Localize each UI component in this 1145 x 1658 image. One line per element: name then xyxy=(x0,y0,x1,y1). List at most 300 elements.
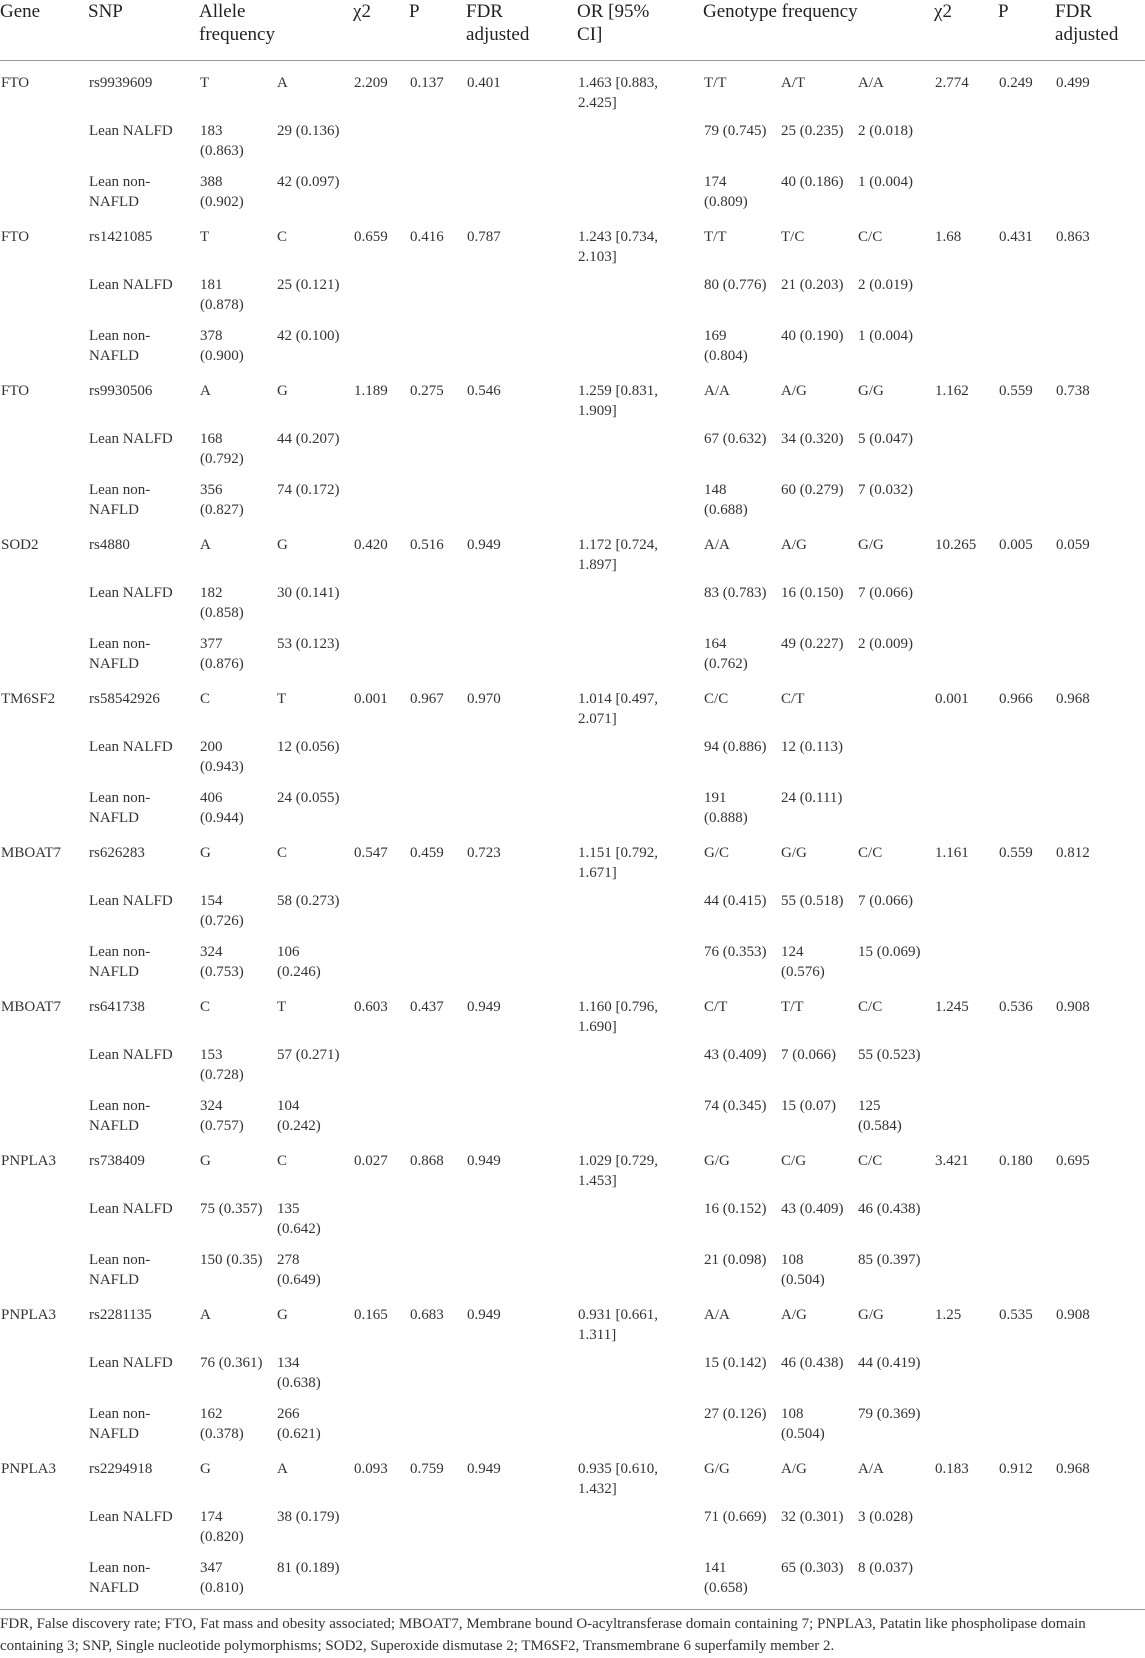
allele-2-cell: C xyxy=(277,844,288,861)
p-genotype-cell xyxy=(998,113,1055,164)
allele-1-cell: 183 (0.863) xyxy=(200,122,244,159)
header-allele-frequency: Allele frequency xyxy=(199,1,275,45)
chi2-allele-cell xyxy=(353,1088,409,1139)
odds-ratio-cell xyxy=(577,1191,703,1242)
genotype-2-cell: 124 (0.576) xyxy=(781,943,825,980)
snp-cell: rs9939609 xyxy=(89,74,153,91)
odds-ratio-cell xyxy=(577,472,703,523)
fdr-allele-cell: 0.723 xyxy=(467,844,501,861)
genotype-3-cell: C/C xyxy=(858,844,883,861)
chi2-genotype-cell: 10.265 xyxy=(935,536,977,553)
gene-cell xyxy=(0,1037,88,1088)
chi2-allele-cell: 0.659 xyxy=(354,228,388,245)
gene-cell: SOD2 xyxy=(1,536,39,553)
genotype-2-cell: 25 (0.235) xyxy=(781,122,844,139)
p-allele-cell: 0.759 xyxy=(410,1460,444,1477)
chi2-allele-cell xyxy=(353,421,409,472)
fdr-allele-cell xyxy=(466,1499,577,1550)
chi2-allele-cell xyxy=(353,164,409,215)
fdr-genotype-cell xyxy=(1055,883,1145,934)
chi2-allele-cell xyxy=(353,575,409,626)
table-row xyxy=(0,934,1145,985)
table-row xyxy=(0,472,1145,523)
gene-cell xyxy=(0,626,88,677)
fdr-allele-cell: 0.970 xyxy=(467,690,501,707)
p-genotype-cell xyxy=(998,883,1055,934)
chi2-genotype-cell xyxy=(934,1037,998,1088)
genotype-2-cell: 55 (0.518) xyxy=(781,892,844,909)
genotype-3-cell: G/G xyxy=(858,1306,884,1323)
table-row xyxy=(0,1088,1145,1139)
snp-cell: rs58542926 xyxy=(89,690,160,707)
genotype-1-cell: 21 (0.098) xyxy=(704,1251,767,1268)
genotype-2-cell: 32 (0.301) xyxy=(781,1508,844,1525)
odds-ratio-cell xyxy=(577,1396,703,1447)
header-fdr-allele: FDR adjusted xyxy=(466,1,530,45)
fdr-allele-cell xyxy=(466,1550,577,1601)
p-genotype-cell xyxy=(998,575,1055,626)
table-row xyxy=(0,1139,1145,1191)
fdr-genotype-cell xyxy=(1055,1550,1145,1601)
gene-cell xyxy=(0,1088,88,1139)
snp-cell: Lean non-NAFLD xyxy=(89,635,151,672)
fdr-genotype-cell xyxy=(1055,318,1145,369)
p-genotype-cell: 0.559 xyxy=(999,382,1033,399)
allele-2-cell: T xyxy=(277,998,287,1015)
gene-cell: PNPLA3 xyxy=(1,1460,57,1477)
genotype-2-cell: 15 (0.07) xyxy=(781,1097,837,1114)
snp-cell: Lean NALFD xyxy=(89,122,173,139)
odds-ratio-cell xyxy=(577,113,703,164)
fdr-genotype-cell: 0.863 xyxy=(1056,228,1090,245)
allele-2-cell: 12 (0.056) xyxy=(277,738,340,755)
p-allele-cell: 0.416 xyxy=(410,228,444,245)
allele-1-cell: 162 (0.378) xyxy=(200,1405,244,1442)
gene-cell xyxy=(0,1242,88,1293)
snp-cell: rs641738 xyxy=(89,998,145,1015)
chi2-allele-cell xyxy=(353,1037,409,1088)
p-allele-cell xyxy=(409,883,466,934)
genotype-1-cell: C/C xyxy=(704,690,729,707)
table-row xyxy=(0,729,1145,780)
p-allele-cell xyxy=(409,575,466,626)
allele-1-cell: 150 (0.35) xyxy=(200,1251,263,1268)
fdr-genotype-cell: 0.059 xyxy=(1056,536,1090,553)
chi2-genotype-cell xyxy=(934,1242,998,1293)
odds-ratio-cell xyxy=(577,164,703,215)
chi2-allele-cell xyxy=(353,626,409,677)
table-header-row xyxy=(0,0,1145,60)
header-fdr-genotype: FDR adjusted xyxy=(1055,1,1119,45)
genotype-1-cell: G/C xyxy=(704,844,730,861)
table-row xyxy=(0,369,1145,421)
header-chi2-genotype: χ2 xyxy=(934,1,952,22)
genotype-1-cell: G/G xyxy=(704,1152,730,1169)
p-allele-cell xyxy=(409,1088,466,1139)
snp-cell: Lean non-NAFLD xyxy=(89,481,151,518)
p-genotype-cell xyxy=(998,729,1055,780)
p-allele-cell xyxy=(409,626,466,677)
p-genotype-cell xyxy=(998,1191,1055,1242)
allele-2-cell: C xyxy=(277,228,288,245)
genotype-1-cell: 80 (0.776) xyxy=(704,276,767,293)
allele-2-cell: 42 (0.097) xyxy=(277,173,340,190)
genotype-1-cell: 148 (0.688) xyxy=(704,481,748,518)
genotype-3-cell: 85 (0.397) xyxy=(858,1251,921,1268)
chi2-allele-cell: 0.165 xyxy=(354,1306,388,1323)
fdr-allele-cell xyxy=(466,626,577,677)
chi2-allele-cell xyxy=(353,883,409,934)
allele-1-cell: 324 (0.753) xyxy=(200,943,244,980)
genotype-3-cell xyxy=(857,729,934,780)
genotype-3-cell: C/C xyxy=(858,228,883,245)
header-snp: SNP xyxy=(88,1,123,22)
chi2-genotype-cell xyxy=(934,575,998,626)
genotype-2-cell: C/T xyxy=(781,690,805,707)
allele-1-cell: 153 (0.728) xyxy=(200,1046,244,1083)
table-row xyxy=(0,164,1145,215)
odds-ratio-cell xyxy=(577,729,703,780)
genotype-1-cell: 44 (0.415) xyxy=(704,892,767,909)
table-row xyxy=(0,421,1145,472)
p-allele-cell xyxy=(409,1499,466,1550)
chi2-allele-cell xyxy=(353,780,409,831)
odds-ratio-cell: 1.151 [0.792, 1.671] xyxy=(578,844,659,881)
genotype-1-cell: A/A xyxy=(704,382,730,399)
odds-ratio-cell xyxy=(577,421,703,472)
genotype-2-cell: 21 (0.203) xyxy=(781,276,844,293)
genotype-1-cell: T/T xyxy=(704,228,727,245)
snp-cell: Lean NALFD xyxy=(89,1200,173,1217)
genotype-3-cell: 8 (0.037) xyxy=(858,1559,914,1576)
gene-cell xyxy=(0,164,88,215)
gene-cell xyxy=(0,780,88,831)
genotype-3-cell: 7 (0.066) xyxy=(858,584,914,601)
allele-1-cell: T xyxy=(200,228,210,245)
p-allele-cell xyxy=(409,318,466,369)
gene-cell xyxy=(0,472,88,523)
genotype-3-cell: G/G xyxy=(858,382,884,399)
table-row xyxy=(0,1447,1145,1499)
genotype-3-cell: 125 (0.584) xyxy=(858,1097,902,1134)
p-genotype-cell xyxy=(998,164,1055,215)
allele-1-cell: G xyxy=(200,1460,211,1477)
allele-1-cell: 75 (0.357) xyxy=(200,1200,263,1217)
table-row xyxy=(0,1242,1145,1293)
genotype-2-cell: 34 (0.320) xyxy=(781,430,844,447)
allele-1-cell: 347 (0.810) xyxy=(200,1559,244,1596)
genotype-1-cell: 79 (0.745) xyxy=(704,122,767,139)
chi2-allele-cell: 0.420 xyxy=(354,536,388,553)
p-genotype-cell xyxy=(998,1037,1055,1088)
gene-cell xyxy=(0,934,88,985)
fdr-genotype-cell: 0.738 xyxy=(1056,382,1090,399)
snp-cell: Lean non-NAFLD xyxy=(89,789,151,826)
p-allele-cell xyxy=(409,1191,466,1242)
snp-cell: Lean NALFD xyxy=(89,1508,173,1525)
genotype-3-cell: 3 (0.028) xyxy=(858,1508,914,1525)
genotype-3-cell: 7 (0.032) xyxy=(858,481,914,498)
fdr-allele-cell: 0.949 xyxy=(467,536,501,553)
fdr-genotype-cell xyxy=(1055,626,1145,677)
allele-2-cell: G xyxy=(277,382,288,399)
fdr-allele-cell xyxy=(466,421,577,472)
snp-cell: rs9930506 xyxy=(89,382,153,399)
chi2-genotype-cell xyxy=(934,1345,998,1396)
p-allele-cell xyxy=(409,1345,466,1396)
allele-2-cell: 57 (0.271) xyxy=(277,1046,340,1063)
chi2-genotype-cell: 1.68 xyxy=(935,228,962,245)
table-row xyxy=(0,831,1145,883)
header-p-genotype: P xyxy=(998,1,1009,22)
allele-2-cell: 25 (0.121) xyxy=(277,276,340,293)
chi2-allele-cell xyxy=(353,1242,409,1293)
fdr-genotype-cell xyxy=(1055,164,1145,215)
p-genotype-cell xyxy=(998,267,1055,318)
allele-1-cell: G xyxy=(200,844,211,861)
odds-ratio-cell: 1.029 [0.729, 1.453] xyxy=(578,1152,659,1189)
fdr-allele-cell xyxy=(466,1345,577,1396)
allele-1-cell: 388 (0.902) xyxy=(200,173,244,210)
chi2-genotype-cell: 1.25 xyxy=(935,1306,962,1323)
table-row xyxy=(0,1550,1145,1601)
allele-1-cell: A xyxy=(200,1306,211,1323)
allele-1-cell: C xyxy=(200,690,211,707)
genotype-3-cell: C/C xyxy=(858,1152,883,1169)
allele-2-cell: 266 (0.621) xyxy=(277,1405,321,1442)
genotype-1-cell: 67 (0.632) xyxy=(704,430,767,447)
p-allele-cell xyxy=(409,472,466,523)
chi2-allele-cell xyxy=(353,113,409,164)
allele-1-cell: 324 (0.757) xyxy=(200,1097,244,1134)
genotype-1-cell: 27 (0.126) xyxy=(704,1405,767,1422)
header-genotype-frequency: Genotype frequency xyxy=(703,1,858,22)
gene-cell xyxy=(0,1191,88,1242)
fdr-allele-cell xyxy=(466,472,577,523)
allele-2-cell: 53 (0.123) xyxy=(277,635,340,652)
fdr-genotype-cell xyxy=(1055,421,1145,472)
snp-cell: rs2294918 xyxy=(89,1460,153,1477)
chi2-allele-cell xyxy=(353,934,409,985)
genotype-2-cell: T/C xyxy=(781,228,805,245)
gene-cell: FTO xyxy=(1,382,30,399)
chi2-genotype-cell xyxy=(934,934,998,985)
chi2-genotype-cell xyxy=(934,267,998,318)
odds-ratio-cell xyxy=(577,883,703,934)
fdr-allele-cell: 0.546 xyxy=(467,382,501,399)
genotype-2-cell: 60 (0.279) xyxy=(781,481,844,498)
chi2-allele-cell: 0.001 xyxy=(354,690,388,707)
allele-2-cell: 24 (0.055) xyxy=(277,789,340,806)
genotype-2-cell: A/T xyxy=(781,74,806,91)
fdr-allele-cell xyxy=(466,113,577,164)
p-genotype-cell: 0.005 xyxy=(999,536,1033,553)
odds-ratio-cell xyxy=(577,1550,703,1601)
genotype-2-cell: 43 (0.409) xyxy=(781,1200,844,1217)
genotype-2-cell: 49 (0.227) xyxy=(781,635,844,652)
genotype-1-cell: 164 (0.762) xyxy=(704,635,748,672)
genotype-1-cell: 74 (0.345) xyxy=(704,1097,767,1114)
p-genotype-cell xyxy=(998,1345,1055,1396)
allele-1-cell: A xyxy=(200,382,211,399)
fdr-allele-cell xyxy=(466,883,577,934)
genotype-2-cell: 65 (0.303) xyxy=(781,1559,844,1576)
p-genotype-cell xyxy=(998,1499,1055,1550)
p-allele-cell: 0.683 xyxy=(410,1306,444,1323)
allele-2-cell: C xyxy=(277,1152,288,1169)
chi2-genotype-cell: 1.162 xyxy=(935,382,969,399)
fdr-allele-cell xyxy=(466,1037,577,1088)
p-genotype-cell xyxy=(998,780,1055,831)
allele-2-cell: 74 (0.172) xyxy=(277,481,340,498)
table-row xyxy=(0,267,1145,318)
fdr-allele-cell xyxy=(466,1242,577,1293)
genotype-1-cell: 76 (0.353) xyxy=(704,943,767,960)
snp-cell: Lean non-NAFLD xyxy=(89,1405,151,1442)
snp-cell: Lean non-NAFLD xyxy=(89,173,151,210)
p-genotype-cell: 0.180 xyxy=(999,1152,1033,1169)
header-chi2-allele: χ2 xyxy=(353,1,371,22)
genotype-2-cell: 24 (0.111) xyxy=(781,789,843,806)
fdr-allele-cell xyxy=(466,164,577,215)
genotype-2-cell: A/G xyxy=(781,536,807,553)
p-allele-cell xyxy=(409,267,466,318)
table-row xyxy=(0,1345,1145,1396)
chi2-allele-cell xyxy=(353,1345,409,1396)
odds-ratio-cell xyxy=(577,318,703,369)
allele-1-cell: 76 (0.361) xyxy=(200,1354,263,1371)
chi2-allele-cell: 0.603 xyxy=(354,998,388,1015)
fdr-allele-cell xyxy=(466,267,577,318)
chi2-genotype-cell xyxy=(934,1550,998,1601)
snp-cell: Lean non-NAFLD xyxy=(89,1559,151,1596)
fdr-genotype-cell xyxy=(1055,1037,1145,1088)
genotype-1-cell: 174 (0.809) xyxy=(704,173,748,210)
allele-2-cell: A xyxy=(277,1460,288,1477)
snp-cell: Lean non-NAFLD xyxy=(89,943,151,980)
genotype-3-cell: 1 (0.004) xyxy=(858,173,914,190)
odds-ratio-cell: 0.935 [0.610, 1.432] xyxy=(578,1460,659,1497)
gene-cell: FTO xyxy=(1,228,30,245)
odds-ratio-cell xyxy=(577,1037,703,1088)
snp-cell: rs2281135 xyxy=(89,1306,152,1323)
fdr-allele-cell xyxy=(466,934,577,985)
genotype-2-cell: 7 (0.066) xyxy=(781,1046,837,1063)
chi2-genotype-cell xyxy=(934,626,998,677)
p-allele-cell: 0.967 xyxy=(410,690,444,707)
header-gene: Gene xyxy=(0,1,41,22)
chi2-genotype-cell xyxy=(934,318,998,369)
snp-cell: rs738409 xyxy=(89,1152,145,1169)
chi2-genotype-cell: 1.161 xyxy=(935,844,969,861)
p-genotype-cell xyxy=(998,934,1055,985)
chi2-genotype-cell xyxy=(934,113,998,164)
p-allele-cell xyxy=(409,421,466,472)
p-genotype-cell xyxy=(998,1242,1055,1293)
genotype-2-cell: 46 (0.438) xyxy=(781,1354,844,1371)
allele-1-cell: G xyxy=(200,1152,211,1169)
chi2-genotype-cell xyxy=(934,1191,998,1242)
p-allele-cell xyxy=(409,113,466,164)
snp-cell: rs626283 xyxy=(89,844,145,861)
fdr-genotype-cell xyxy=(1055,1396,1145,1447)
chi2-allele-cell: 0.547 xyxy=(354,844,388,861)
gene-cell: PNPLA3 xyxy=(1,1306,57,1323)
table-row xyxy=(0,523,1145,575)
allele-2-cell: 278 (0.649) xyxy=(277,1251,321,1288)
chi2-genotype-cell xyxy=(934,729,998,780)
gene-cell xyxy=(0,1499,88,1550)
chi2-allele-cell: 2.209 xyxy=(354,74,388,91)
odds-ratio-cell xyxy=(577,1088,703,1139)
chi2-genotype-cell: 2.774 xyxy=(935,74,969,91)
fdr-allele-cell: 0.949 xyxy=(467,1460,501,1477)
genotype-1-cell: 71 (0.669) xyxy=(704,1508,767,1525)
gene-cell: MBOAT7 xyxy=(1,844,62,861)
table-row xyxy=(0,318,1145,369)
table-row xyxy=(0,780,1145,831)
genotype-3-cell: 1 (0.004) xyxy=(858,327,914,344)
odds-ratio-cell xyxy=(577,267,703,318)
genotype-3-cell xyxy=(857,780,934,831)
p-allele-cell xyxy=(409,729,466,780)
genotype-2-cell: 108 (0.504) xyxy=(781,1251,825,1288)
chi2-genotype-cell xyxy=(934,472,998,523)
odds-ratio-cell xyxy=(577,1345,703,1396)
odds-ratio-cell: 1.243 [0.734, 2.103] xyxy=(578,228,659,265)
allele-2-cell: G xyxy=(277,536,288,553)
allele-1-cell: 168 (0.792) xyxy=(200,430,244,467)
table-row xyxy=(0,883,1145,934)
allele-2-cell: 29 (0.136) xyxy=(277,122,340,139)
fdr-genotype-cell xyxy=(1055,113,1145,164)
p-allele-cell: 0.437 xyxy=(410,998,444,1015)
fdr-allele-cell: 0.949 xyxy=(467,1306,501,1323)
table-row xyxy=(0,1293,1145,1345)
chi2-genotype-cell: 1.245 xyxy=(935,998,969,1015)
genotype-1-cell: 83 (0.783) xyxy=(704,584,767,601)
chi2-genotype-cell: 3.421 xyxy=(935,1152,969,1169)
chi2-allele-cell xyxy=(353,267,409,318)
p-allele-cell xyxy=(409,1037,466,1088)
allele-1-cell: T xyxy=(200,74,210,91)
p-allele-cell xyxy=(409,164,466,215)
gene-cell xyxy=(0,318,88,369)
genotype-2-cell: C/G xyxy=(781,1152,807,1169)
snp-cell: Lean NALFD xyxy=(89,584,173,601)
genotype-3-cell: 7 (0.066) xyxy=(858,892,914,909)
p-allele-cell: 0.275 xyxy=(410,382,444,399)
genotype-1-cell: G/G xyxy=(704,1460,730,1477)
genotype-1-cell: A/A xyxy=(704,536,730,553)
chi2-allele-cell: 0.027 xyxy=(354,1152,388,1169)
odds-ratio-cell xyxy=(577,626,703,677)
genotype-1-cell: 191 (0.888) xyxy=(704,789,748,826)
snp-cell: Lean NALFD xyxy=(89,276,173,293)
allele-2-cell: 30 (0.141) xyxy=(277,584,340,601)
odds-ratio-cell: 0.931 [0.661, 1.311] xyxy=(578,1306,659,1343)
allele-2-cell: T xyxy=(277,690,287,707)
snp-cell: rs4880 xyxy=(89,536,130,553)
fdr-genotype-cell: 0.968 xyxy=(1056,690,1090,707)
gene-cell xyxy=(0,883,88,934)
genotype-1-cell: 94 (0.886) xyxy=(704,738,767,755)
p-genotype-cell: 0.559 xyxy=(999,844,1033,861)
gene-cell xyxy=(0,729,88,780)
genotype-2-cell: 40 (0.186) xyxy=(781,173,844,190)
fdr-genotype-cell xyxy=(1055,1499,1145,1550)
allele-2-cell: G xyxy=(277,1306,288,1323)
